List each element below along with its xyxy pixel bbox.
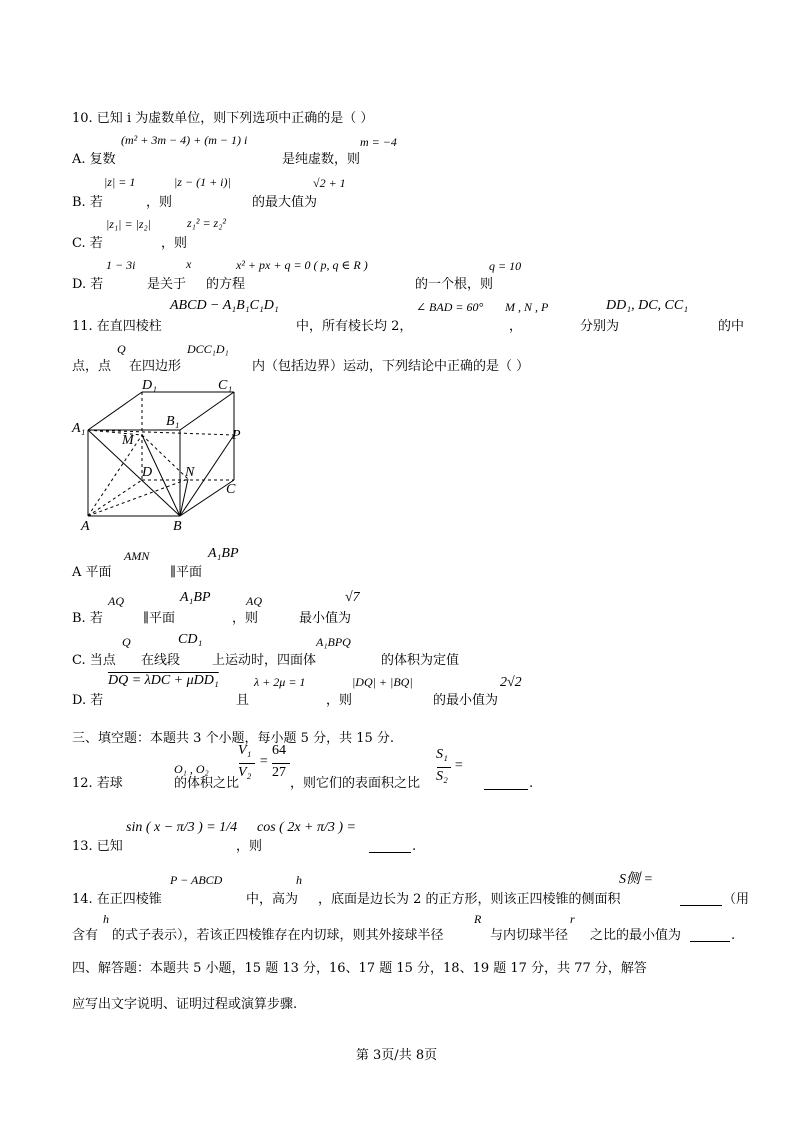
q10-c-expr2: z₁² = z₂²	[187, 216, 226, 230]
q11-c-e2: CD₁	[178, 632, 203, 647]
q13-answer-blank[interactable]	[369, 840, 411, 853]
q10-b-tail: 的最大值为	[252, 195, 318, 210]
q11-b-e4: √7	[345, 590, 360, 605]
q14-r: r	[570, 912, 575, 926]
section-3-heading: 三、填空题：本题共 3 个小题，每小题 5 分，共 15 分.	[72, 731, 395, 746]
q11-line1-d: 的中	[718, 319, 745, 334]
q11-d-e3: |DQ| + |BQ|	[352, 675, 413, 689]
section-4-line2: 应写出文字说明、证明过程或演算步骤.	[72, 997, 298, 1012]
label-b1: B₁	[166, 414, 180, 429]
q13-mid: ，则	[236, 839, 263, 854]
q11-d-e1: DQ = λDC + μDD₁	[108, 673, 219, 688]
label-m: M	[122, 433, 134, 448]
q11-q: Q	[117, 342, 126, 356]
q14-h: h	[296, 873, 302, 887]
q11-b-e2: A₁BP	[180, 590, 211, 605]
q12-s2: S₂	[436, 769, 448, 784]
q14-area-blank[interactable]	[680, 893, 722, 906]
q13-expr2: cos ( 2x + π/3 ) =	[257, 820, 356, 835]
q10-d-x: x	[186, 257, 192, 271]
q10-stem: 10. 已知 i 为虚数单位，则下列选项中正确的是（ ）	[72, 111, 374, 126]
label-a1: A₁	[72, 421, 86, 436]
q12-eq2: =	[454, 758, 464, 773]
label-c: C	[226, 482, 236, 497]
edge-a1m	[88, 430, 142, 435]
label-d1: D₁	[142, 378, 157, 393]
q10-d-mid2: 的方程	[206, 277, 246, 292]
q12-s1: S₁	[436, 747, 448, 762]
q11-mnp: M , N , P	[505, 300, 549, 314]
q11-line2-b: 在四边形	[129, 359, 182, 374]
q11-a-label: A 平面	[72, 565, 112, 580]
q14-line1-d: （用	[723, 892, 750, 907]
q11-line2-c: 内（包括边界）运动，下列结论中正确的是（ ）	[252, 359, 530, 374]
q10-d-mid: 是关于	[147, 277, 187, 292]
label-b: B	[173, 519, 182, 534]
q11-c-mid2: 上运动时，四面体	[212, 653, 317, 668]
q14-end: .	[731, 928, 736, 943]
q11-d-e4: 2√2	[500, 675, 522, 690]
q12-27: 27	[272, 765, 286, 780]
q10-b-expr1: |z| = 1	[104, 175, 136, 189]
q10-b-expr2: |z − (1 + i)|	[174, 175, 231, 189]
q11-face: DCC₁D₁	[187, 342, 229, 356]
label-c1: C₁	[218, 378, 233, 393]
q10-c-expr1: |z₁| = |z₂|	[106, 217, 151, 231]
q11-b-mid: ∥平面	[143, 611, 176, 626]
section-4-line1: 四、解答题：本题共 5 小题，15 题 13 分，16、17 题 15 分，18、19 题 17 分，共 77 分，解答	[72, 961, 647, 976]
q11-line1-c: 分别为	[580, 319, 620, 334]
q11-d-mid2: ，则	[326, 693, 353, 708]
q11-a-mid: ∥平面	[170, 565, 203, 580]
q12-v1: V₁	[238, 743, 252, 758]
q14-h2: h	[103, 912, 109, 926]
q10-b-expr3: √2 + 1	[313, 176, 346, 190]
q11-line1-comma: ，	[509, 319, 523, 334]
q12-v2: V₂	[238, 765, 252, 780]
q12-end: .	[529, 776, 534, 791]
q13-label: 13. 已知	[72, 839, 123, 854]
q14-s-lateral: S侧 =	[619, 872, 653, 887]
q12-answer-blank[interactable]	[484, 777, 528, 790]
q11-line2-a: 点，点	[72, 359, 112, 374]
q11-c-label: C. 当点	[72, 653, 116, 668]
q12-mid: 的体积之比	[174, 776, 240, 791]
q10-d-expr2: x² + px + q = 0 ( p, q ∈ R )	[236, 258, 368, 272]
q14-label: 14. 在正四棱锥	[72, 892, 162, 907]
q10-a-cond: m = −4	[360, 135, 397, 149]
q14-line1-c: ，底面是边长为 2 的正方形，则该正四棱锥的侧面积	[318, 892, 621, 907]
q11-b-e1: AQ	[108, 594, 124, 608]
q11-angle: ∠ BAD = 60°	[416, 300, 484, 314]
edge-a1d1	[88, 392, 142, 430]
q13-end: .	[412, 839, 417, 854]
q13-expr1: sin ( x − π/3 ) = 1/4	[126, 820, 238, 835]
q10-d-expr3: q = 10	[489, 259, 522, 273]
label-n: N	[185, 465, 195, 480]
page-footer: 第 3页/共 8页	[355, 1048, 438, 1063]
q10-b-label: B. 若	[72, 195, 103, 210]
q11-b-tail: 最小值为	[299, 611, 352, 626]
q10-c-label: C. 若	[72, 236, 103, 251]
q12-balls: O₁ , O₂	[174, 762, 209, 776]
q10-a-expr: (m² + 3m − 4) + (m − 1) i	[121, 133, 248, 147]
q14-pyr: P − ABCD	[170, 873, 223, 887]
q11-line1-a: 11. 在直四棱柱	[72, 319, 162, 334]
q11-prism: ABCD − A₁B₁C₁D₁	[170, 298, 279, 313]
q14-R: R	[474, 912, 482, 926]
q12-label: 12. 若球	[72, 776, 123, 791]
q10-d-expr1: 1 − 3i	[106, 258, 136, 272]
q11-b-e3: AQ	[246, 594, 262, 608]
label-p: P	[232, 428, 241, 443]
q10-a-mid: 是纯虚数，则	[282, 152, 361, 167]
q11-a-e1: AMN	[124, 549, 150, 563]
edge-ad	[88, 480, 142, 516]
q11-b-label: B. 若	[72, 611, 103, 626]
prism-figure	[70, 370, 260, 535]
q10-b-mid: ，则	[146, 195, 173, 210]
edge-a1p	[88, 430, 234, 435]
q12-tail: ，则它们的表面积之比	[290, 776, 421, 791]
q12-area-ratio	[436, 746, 478, 790]
q11-edges: DD₁, DC, CC₁	[606, 298, 689, 313]
q10-d-tail: 的一个根，则	[415, 277, 494, 292]
edge-an	[88, 479, 188, 516]
q11-c-e1: Q	[122, 635, 131, 649]
q11-c-mid: 在线段	[141, 653, 181, 668]
q11-c-tail: 的体积为定值	[381, 653, 460, 668]
q14-line1-b: 中，高为	[246, 892, 299, 907]
q11-a-e2: A₁BP	[208, 546, 239, 561]
edge-a1b	[88, 430, 180, 516]
q11-line1-b: 中，所有棱长均 2，	[296, 319, 413, 334]
q12-eq: =	[259, 754, 269, 769]
q11-c-e3: A₁BPQ	[316, 635, 351, 649]
q11-d-mid: 且	[236, 693, 250, 708]
q10-d-label: D. 若	[72, 277, 104, 292]
q12-volume-ratio	[238, 742, 294, 786]
q10-a-label: A. 复数	[72, 152, 116, 167]
q14-line2-a: 含有	[72, 928, 99, 943]
label-d: D	[142, 465, 153, 480]
q14-line2-d: 之比的最小值为	[590, 928, 682, 943]
q11-d-e2: λ + 2μ = 1	[254, 675, 306, 689]
q12-64: 64	[272, 743, 286, 758]
q11-d-tail: 的最小值为	[433, 693, 499, 708]
q10-c-mid: ，则	[161, 236, 188, 251]
edge-b1c1	[180, 392, 234, 430]
q14-line2-b: 的式子表示），若该正四棱锥存在内切球，则其外接球半径	[112, 928, 444, 943]
q14-line2-c: 与内切球半径	[490, 928, 569, 943]
label-a: A	[81, 519, 90, 534]
q11-d-label: D. 若	[72, 693, 104, 708]
q11-b-mid2: ，则	[232, 611, 259, 626]
edge-am	[88, 435, 142, 516]
q14-ratio-blank[interactable]	[690, 929, 730, 942]
